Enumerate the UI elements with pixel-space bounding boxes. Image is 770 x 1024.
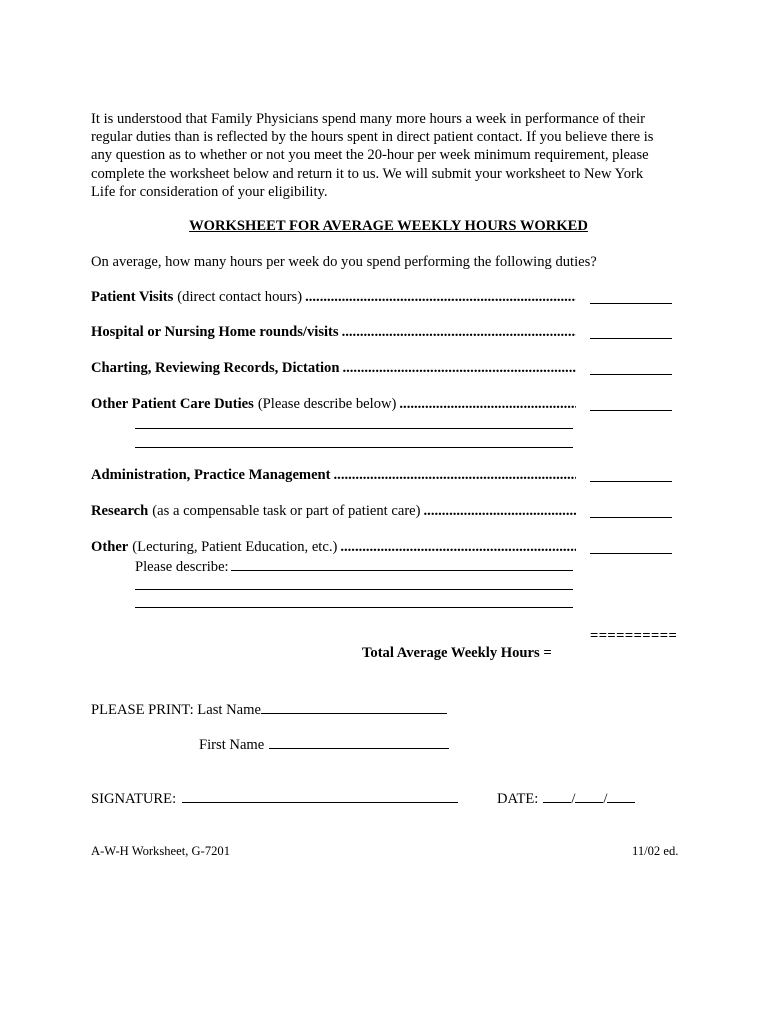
last-name-field[interactable] [261, 700, 447, 714]
dot-leader [342, 360, 576, 377]
date-row [497, 789, 635, 808]
duty-label: Other [91, 539, 129, 555]
intro-line: regular duties than is reflected by the hours spent in direct patient contact. If you believe there is [91, 129, 654, 146]
hours-field-charting[interactable] [590, 374, 672, 375]
duty-label: Patient Visits [91, 289, 174, 305]
duty-row-charting [91, 360, 576, 380]
duty-row-other [91, 539, 576, 559]
hours-field-administration[interactable] [590, 481, 672, 482]
last-name-label: PLEASE PRINT: Last Name [91, 702, 261, 718]
duty-row-research [91, 503, 576, 523]
hours-field-other[interactable] [590, 553, 672, 554]
last-name-row [91, 700, 447, 719]
duty-label: Charting, Reviewing Records, Dictation [91, 360, 340, 376]
duty-label: Administration, Practice Management [91, 467, 331, 483]
duty-row-patient-visits [91, 289, 576, 309]
intro-line: complete the worksheet below and return it to us. We will submit your worksheet to New York [91, 165, 644, 182]
dot-leader [342, 324, 576, 341]
dot-leader [424, 503, 576, 520]
describe-line[interactable] [135, 447, 573, 448]
intro-line: Life for consideration of your eligibility. [91, 183, 328, 200]
intro-line: any question as to whether or not you meet the 20-hour per week minimum requirement, please [91, 147, 649, 164]
describe-line[interactable] [231, 557, 573, 571]
dot-leader [334, 467, 576, 484]
hours-field-research[interactable] [590, 517, 672, 518]
date-label: DATE: [497, 791, 539, 807]
hours-field-other-patient-care[interactable] [590, 410, 672, 411]
duty-row-hospital-rounds [91, 324, 576, 344]
form-id: A-W-H Worksheet, G-7201 [91, 844, 231, 858]
duty-label: Other Patient Care Duties [91, 396, 254, 412]
dot-leader [340, 539, 576, 556]
worksheet-title: WORKSHEET FOR AVERAGE WEEKLY HOURS WORKED [189, 218, 588, 234]
first-name-field[interactable] [269, 735, 449, 749]
hours-field-patient-visits[interactable] [590, 303, 672, 304]
duty-row-other-patient-care [91, 396, 576, 416]
duty-note: (Lecturing, Patient Education, etc.) [132, 539, 338, 555]
total-label: Total Average Weekly Hours = [362, 645, 552, 661]
describe-line[interactable] [135, 589, 573, 590]
signature-label: SIGNATURE: [91, 791, 177, 807]
duty-label: Research [91, 503, 149, 519]
duty-label: Hospital or Nursing Home rounds/visits [91, 324, 339, 340]
question-text: On average, how many hours per week do you spend performing the following duties? [91, 254, 597, 270]
date-separator: / [603, 791, 608, 807]
intro-line: It is understood that Family Physicians spend many more hours a week in performance of their [91, 111, 646, 127]
please-describe-label: Please describe: [135, 559, 229, 575]
duty-row-administration [91, 467, 576, 487]
signature-row [91, 789, 458, 808]
date-day-field[interactable] [575, 789, 603, 803]
duty-note: (Please describe below) [257, 396, 397, 412]
signature-field[interactable] [182, 789, 458, 803]
describe-line[interactable] [135, 607, 573, 608]
hours-field-hospital-rounds[interactable] [590, 338, 672, 339]
describe-line[interactable] [135, 428, 573, 429]
please-describe-row [135, 557, 573, 576]
edition-date: 11/02 ed. [632, 844, 679, 858]
date-year-field[interactable] [607, 789, 635, 803]
total-separator: ========== [590, 628, 678, 644]
duty-note: (direct contact hours) [177, 289, 303, 305]
date-month-field[interactable] [543, 789, 571, 803]
date-separator: / [571, 791, 576, 807]
first-name-label: First Name [199, 737, 265, 753]
dot-leader [305, 289, 576, 306]
intro-paragraph [91, 110, 691, 201]
duty-note: (as a compensable task or part of patient care) [152, 503, 421, 519]
dot-leader [399, 396, 576, 413]
first-name-row [199, 735, 449, 754]
